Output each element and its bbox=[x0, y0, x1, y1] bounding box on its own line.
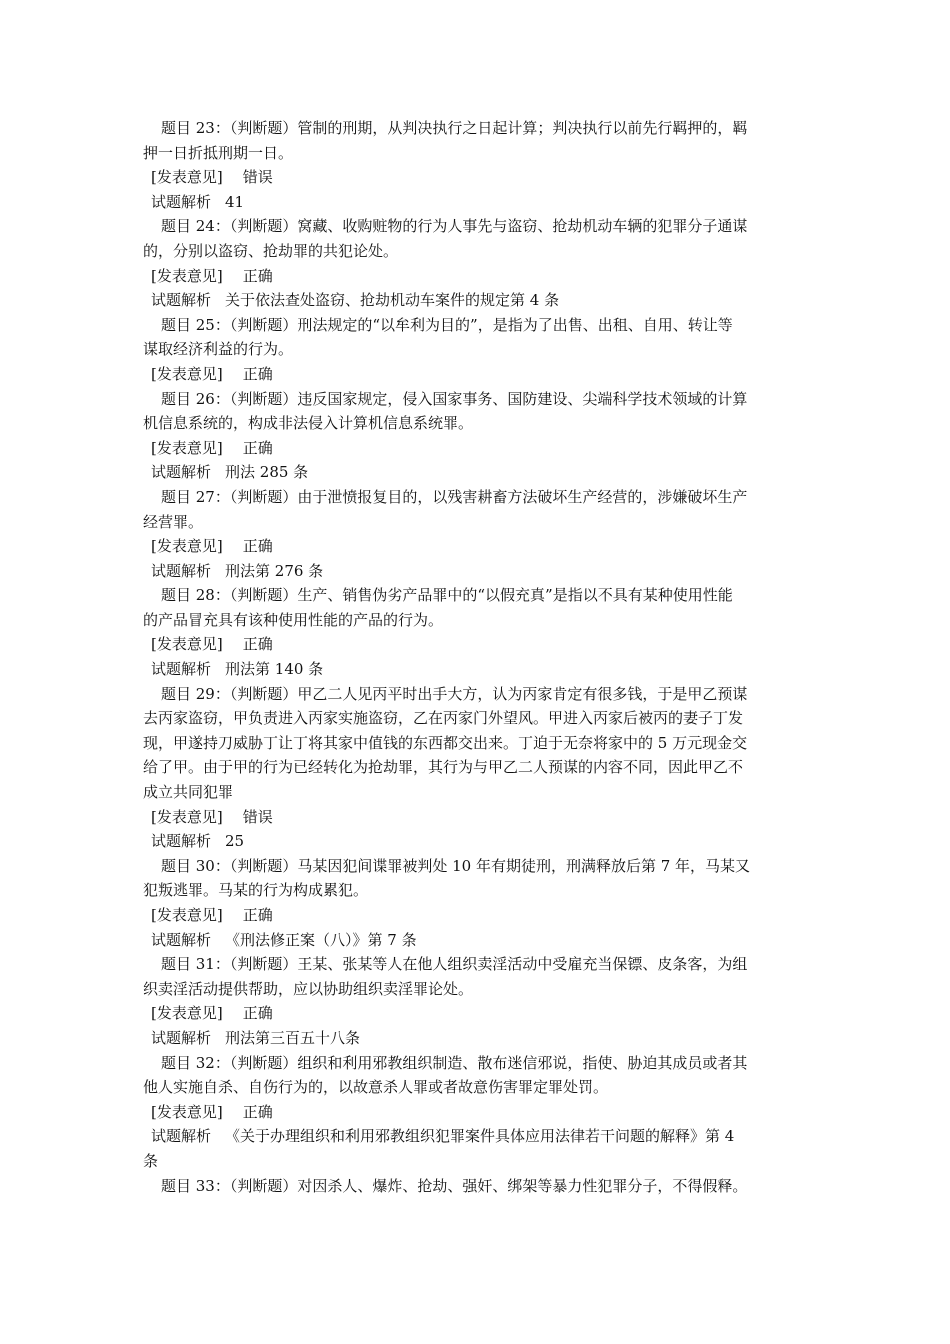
question-27-explain bbox=[143, 559, 808, 584]
question-30-explain bbox=[143, 928, 808, 953]
question-25-line-1: 题目 25：（判断题）刑法规定的“以牟利为目的”，是指为了出售、出租、自用、转让等 bbox=[161, 315, 733, 334]
explain-label: 试题解析 bbox=[151, 291, 212, 310]
question-30-answer bbox=[143, 903, 808, 928]
question-29-line-4: 给了甲。由于甲的行为已经转化为抢劫罪，其行为与甲乙二人预谋的内容不同，因此甲乙不 bbox=[143, 758, 744, 777]
answer-label: [发表意见] bbox=[151, 635, 223, 654]
question-27-line-1: 题目 27：（判断题）由于泄愤报复目的，以残害耕畜方法破坏生产经营的，涉嫌破坏生产 bbox=[161, 487, 748, 506]
question-28-line-2: 的产品冒充具有该种使用性能的产品的行为。 bbox=[143, 610, 444, 629]
question-32-answer bbox=[143, 1100, 808, 1125]
question-32-explain-cont: 条 bbox=[143, 1151, 159, 1170]
question-28-answer bbox=[143, 632, 808, 657]
question-32-explain bbox=[143, 1124, 808, 1149]
answer-value: 正确 bbox=[242, 1004, 273, 1023]
question-26-line-2: 机信息系统的，构成非法侵入计算机信息系统罪。 bbox=[143, 414, 474, 433]
explain-label: 试题解析 bbox=[151, 832, 212, 851]
question-29-line-5: 成立共同犯罪 bbox=[143, 783, 234, 802]
answer-value: 正确 bbox=[242, 1102, 273, 1121]
question-32-line-2: 他人实施自杀、自伤行为的，以故意杀人罪或者故意伤害罪定罪处罚。 bbox=[143, 1078, 609, 1097]
question-23-explain bbox=[143, 190, 808, 215]
question-27-answer bbox=[143, 534, 808, 559]
explain-value: 刑法 285 条 bbox=[225, 463, 309, 482]
question-26-answer bbox=[143, 436, 808, 461]
explain-value: 25 bbox=[225, 832, 245, 851]
answer-value: 正确 bbox=[242, 266, 273, 285]
answer-value: 错误 bbox=[242, 807, 273, 826]
question-29-line-1: 题目 29：（判断题）甲乙二人见丙平时出手大方，认为丙家肯定有很多钱，于是甲乙预谋 bbox=[161, 684, 748, 703]
explain-value: 41 bbox=[225, 192, 245, 211]
question-29-answer bbox=[143, 805, 808, 830]
question-31-line-2: 织卖淫活动提供帮助，应以协助组织卖淫罪论处。 bbox=[143, 979, 474, 998]
answer-value: 正确 bbox=[242, 537, 273, 556]
question-23-answer bbox=[143, 165, 808, 190]
answer-label: [发表意见] bbox=[151, 1102, 223, 1121]
explain-label: 试题解析 bbox=[151, 1028, 212, 1047]
answer-label: [发表意见] bbox=[151, 537, 223, 556]
explain-label: 试题解析 bbox=[151, 930, 212, 949]
question-28-explain bbox=[143, 657, 808, 682]
question-31-line-1: 题目 31：（判断题）王某、张某等人在他人组织卖淫活动中受雇充当保镖、皮条客，为组 bbox=[161, 955, 748, 974]
question-25-line-2: 谋取经济利益的行为。 bbox=[143, 340, 294, 359]
answer-label: [发表意见] bbox=[151, 1004, 223, 1023]
question-32-line-1: 题目 32：（判断题）组织和利用邪教组织制造、散布迷信邪说，指使、胁迫其成员或者其 bbox=[161, 1053, 748, 1072]
answer-value: 错误 bbox=[242, 168, 273, 187]
answer-value: 正确 bbox=[242, 438, 273, 457]
question-30-line-1: 题目 30：（判断题）马某因犯间谍罪被判处 10 年有期徒刑，刑满释放后第 7 年，马某又 bbox=[161, 856, 751, 875]
explain-value: 关于依法查处盗窃、抢劫机动车案件的规定第 4 条 bbox=[225, 291, 560, 310]
explain-label: 试题解析 bbox=[151, 1127, 212, 1146]
answer-label: [发表意见] bbox=[151, 364, 223, 383]
question-29-line-2: 去丙家盗窃，甲负责进入丙家实施盗窃，乙在丙家门外望风。甲进入丙家后被丙的妻子丁发 bbox=[143, 709, 744, 728]
question-25-answer bbox=[143, 362, 808, 387]
question-23-line-2: 押一日折抵刑期一日。 bbox=[143, 143, 294, 162]
explain-label: 试题解析 bbox=[151, 561, 212, 580]
answer-value: 正确 bbox=[242, 635, 273, 654]
question-29-explain bbox=[143, 829, 808, 854]
document-page bbox=[143, 116, 808, 1198]
answer-value: 正确 bbox=[242, 364, 273, 383]
explain-label: 试题解析 bbox=[151, 463, 212, 482]
explain-value: 刑法第 140 条 bbox=[225, 660, 324, 679]
question-29-line-3: 现，甲遂持刀威胁丁让丁将其家中值钱的东西都交出来。丁迫于无奈将家中的 5 万元现金交 bbox=[143, 733, 748, 752]
question-31-answer bbox=[143, 1001, 808, 1026]
explain-value: 《关于办理组织和利用邪教组织犯罪案件具体应用法律若干问题的解释》第 4 bbox=[225, 1127, 735, 1146]
question-31-explain bbox=[143, 1026, 808, 1051]
answer-label: [发表意见] bbox=[151, 438, 223, 457]
question-23-line-1: 题目 23：（判断题）管制的刑期，从判决执行之日起计算；判决执行以前先行羁押的，羁 bbox=[161, 119, 748, 137]
question-26-line-1: 题目 26：（判断题）违反国家规定，侵入国家事务、国防建设、尖端科学技术领域的计算 bbox=[161, 389, 748, 408]
answer-label: [发表意见] bbox=[151, 906, 223, 924]
explain-value: 《刑法修正案（八）》第 7 条 bbox=[225, 930, 417, 949]
answer-label: [发表意见] bbox=[151, 168, 223, 187]
question-24-answer bbox=[143, 264, 808, 289]
question-30-line-2: 犯叛逃罪。马某的行为构成累犯。 bbox=[143, 881, 369, 900]
explain-label: 试题解析 bbox=[151, 660, 212, 679]
question-27-line-2: 经营罪。 bbox=[143, 512, 204, 531]
question-24-line-2: 的，分别以盗窃、抢劫罪的共犯论处。 bbox=[143, 241, 399, 260]
answer-label: [发表意见] bbox=[151, 266, 223, 285]
question-24-explain bbox=[143, 288, 808, 313]
answer-value: 正确 bbox=[242, 906, 273, 924]
explain-value: 刑法第 276 条 bbox=[225, 561, 324, 580]
explain-label: 试题解析 bbox=[151, 192, 212, 211]
question-28-line-1: 题目 28：（判断题）生产、销售伪劣产品罪中的“以假充真”是指以不具有某种使用性能 bbox=[161, 586, 733, 605]
answer-label: [发表意见] bbox=[151, 807, 223, 826]
question-33-line-1: 题目 33：（判断题）对因杀人、爆炸、抢劫、强奸、绑架等暴力性犯罪分子，不得假释。 bbox=[161, 1176, 748, 1195]
explain-value: 刑法第三百五十八条 bbox=[225, 1028, 361, 1047]
question-24-line-1: 题目 24：（判断题）窝藏、收购赃物的行为人事先与盗窃、抢劫机动车辆的犯罪分子通谋 bbox=[161, 217, 748, 236]
question-26-explain bbox=[143, 460, 808, 485]
